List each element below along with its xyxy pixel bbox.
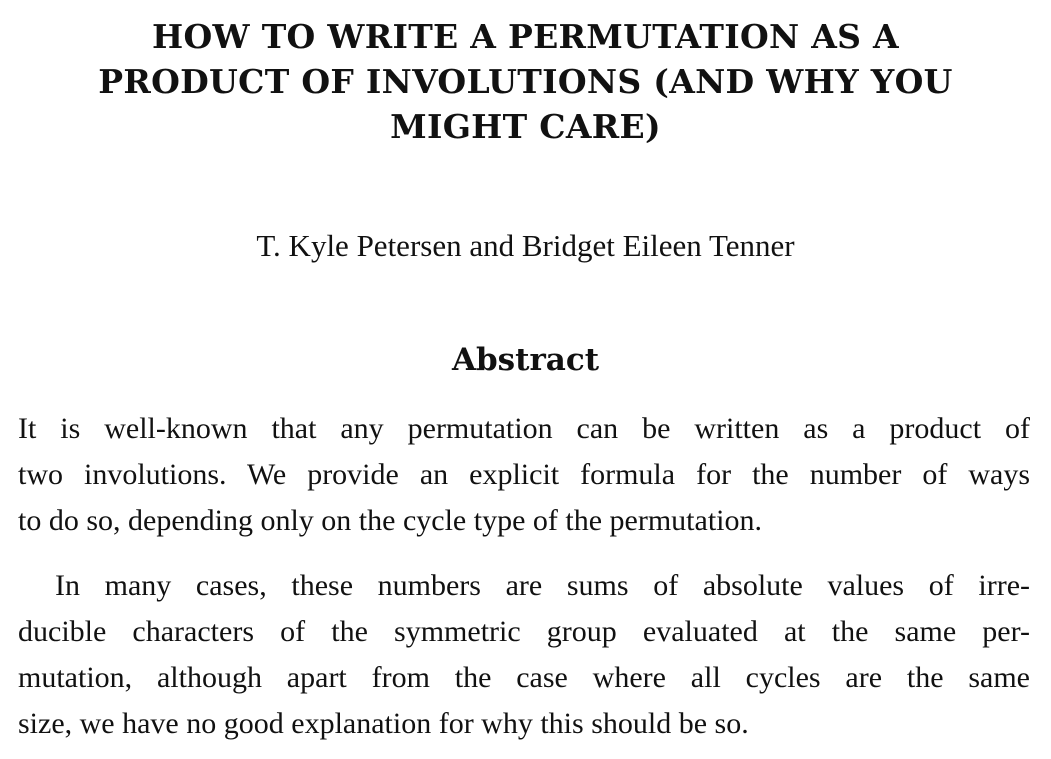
title-line: PRODUCT OF INVOLUTIONS (AND WHY YOU [98,62,953,101]
author-list: T. Kyle Petersen and Bridget Eileen Tenner [256,228,795,263]
abstract-line: In many cases, these numbers are sums of absolute values of irre- [55,569,1030,602]
title-line: MIGHT CARE) [390,107,661,146]
abstract-line: size, we have no good explanation for why this should be so. [18,707,749,740]
abstract-line: ducible characters of the symmetric group evaluated at the same per- [18,615,1030,648]
abstract-line: mutation, although apart from the case where all cycles are the same [18,661,1030,694]
abstract-line: two involutions. We provide an explicit formula for the number of ways [18,458,1030,491]
abstract-paragraph-2 [18,563,1030,747]
abstract-heading: Abstract [451,342,600,378]
abstract-line: It is well-known that any permutation can be written as a product of [18,412,1030,445]
paper-title [40,14,1011,149]
abstract-paragraph-1 [18,406,1030,544]
abstract-line: to do so, depending only on the cycle type of the permutation. [18,504,762,537]
title-line: HOW TO WRITE A PERMUTATION AS A [152,17,899,56]
